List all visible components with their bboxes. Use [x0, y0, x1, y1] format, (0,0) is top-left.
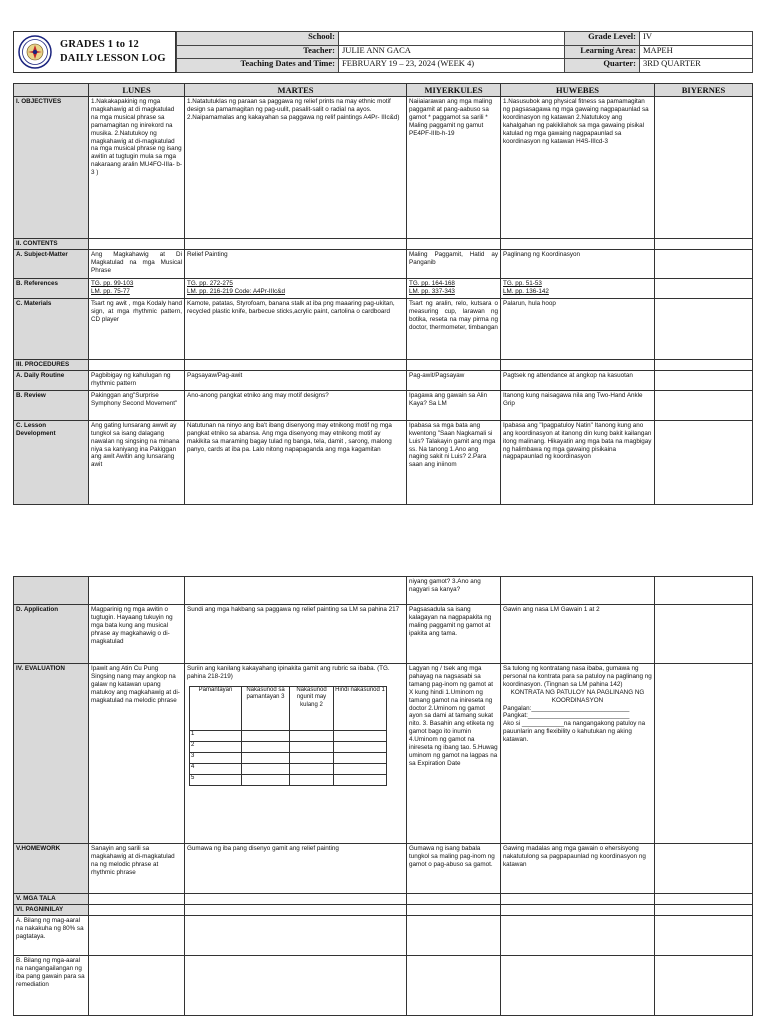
materials-lunes: Tsart ng awit , mga Kodaly hand sign, at mga rhythmic pattern, CD player: [89, 298, 185, 359]
table-row-daily-routine: [14, 370, 753, 390]
ref-martes-lm[interactable]: LM. pp. 216-219 Code: A4Pr-IIIc&d: [187, 287, 286, 295]
day-header-biyernes: BIYERNES: [655, 84, 753, 97]
table-row-homework: [14, 844, 753, 894]
subject-matter-martes: Relief Painting: [185, 249, 407, 278]
rubric-row-4: 4: [190, 763, 242, 774]
lesson-dev-miyerkules: Ipabasa sa mga bata ang kwentong "Saan Nagkamali si Luis? Talakayin gamit ang mga ss. Na tanong 1.Ano ang naging sakit ni Luis? 2.Para saan ang iniinom: [407, 420, 501, 504]
row-label-lesson-development: C. Lesson Development: [14, 420, 89, 504]
references-martes: [185, 278, 407, 298]
table-row-evaluation: [14, 664, 753, 844]
table-row-references: [14, 278, 753, 298]
row-label-procedures: III. PROCEDURES: [14, 359, 89, 370]
review-lunes: Pakinggan ang"Surprise Symphony Second Movement": [89, 390, 185, 420]
corner-cell: [14, 84, 89, 97]
ref-miyerkules-lm[interactable]: LM. pp. 337-343: [409, 287, 455, 295]
contract-group-line: Pangkat:_____________________________: [503, 712, 630, 720]
materials-miyerkules: Tsart ng aralin, relo, kutsara o measuring cup, larawan ng botika, reseta na may pirma ng doctor, thermometer, timbangan: [407, 298, 501, 359]
objectives-miyerkules: Naiiaiarawan ang mga maling paggamit at pang-aabuso sa gamot * paggamot sa sarili * Maling paggamit ng gamut PE4PF-IIIb-h-19: [407, 97, 501, 239]
day-header-lunes: LUNES: [89, 84, 185, 97]
table-row-mga-tala: [14, 894, 753, 905]
rubric-row-2: 2: [190, 741, 242, 752]
lesson-log-table-page2: [13, 576, 753, 1016]
references-miyerkules: [407, 278, 501, 298]
lesson-log-table-page1: [13, 83, 753, 505]
grade-value: IV: [640, 32, 753, 46]
school-label: School:: [177, 32, 339, 46]
deped-seal-icon: [18, 35, 52, 69]
objectives-lunes: 1.Nakakapakinig ng mga magkahawig at di magkatulad na mga musical phrase sa pamamagitan ng inirekord na musika. 2.Natutukoy ng magkahawig at di-magkatulad na mga musical phrase ng isang awitin at tugtugin mula sa mga nakaraang aralin MU4FO-IIIa- b-3 ): [89, 97, 185, 239]
rubric-row-5: 5: [190, 774, 242, 785]
objectives-biyernes: [655, 97, 753, 239]
objectives-huwebes: 1.Nasusubok ang physical fitness sa pamamagitan ng pagsasagawa ng mga gawaing nagpapaunlad sa koordinasyon ng katawan 2.Natutukoy ang kahalgahan ng pakikilahok sa mga gawaing pisikal katulad ng mga gawaing nagpapaunlad sa koordinasyon ng katawan H4S-IIIcd-3: [501, 97, 655, 239]
table-row-materials: [14, 298, 753, 359]
row-label-subject-matter: A. Subject-Matter: [14, 249, 89, 278]
table-row-reflection-a: [14, 915, 753, 955]
teacher-value: JULIE ANN GACA: [339, 45, 565, 59]
evaluation-martes: [185, 664, 407, 844]
evaluation-martes-text: Suriin ang kanilang kakayahang ipinakita gamit ang rubric sa ibaba. (TG. pahina 218-219): [187, 665, 390, 680]
doc-title-line2: DAILY LESSON LOG: [60, 53, 166, 64]
daily-routine-biyernes: [655, 370, 753, 390]
day-header-huwebes: HUWEBES: [501, 84, 655, 97]
daily-routine-miyerkules: Pag-awit/Pagsayaw: [407, 370, 501, 390]
row-label-pagninilay: VI. PAGNINILAY: [14, 904, 89, 915]
homework-huwebes: Gawing madalas ang mga gawain o ehersisyong nakatutulong sa pagpapaunlad ng koordinasyon ng katawan: [501, 844, 655, 894]
row-label-materials: C. Materials: [14, 298, 89, 359]
lesson-dev-miyerkules-cont: niyang gamot? 3.Ano ang nagyari sa kanya?: [407, 577, 501, 605]
dates-value: FEBRUARY 19 – 23, 2024 (WEEK 4): [339, 59, 565, 73]
homework-lunes: Sanayin ang sarili sa magkahawig at di-magkatulad na ng melodic phrase at rhythmic phrase: [89, 844, 185, 894]
table-row-lesson-development: [14, 420, 753, 504]
table-row-subject-matter: [14, 249, 753, 278]
references-biyernes: [655, 278, 753, 298]
rubric-header-criteria: Pamantayan: [190, 686, 242, 730]
lesson-dev-martes: Natutunan na ninyo ang iba't ibang disenyong may etnikong motif ng mga pangkat etniko sa abansa. Ang mga disenyong may etnikong motif ay makikita sa maraming bagay tulad ng banga, tela, damit , sarong, malong panyo, cards at iba pa. Lalo nitong napapaganda ang mga kagamitan: [185, 420, 407, 504]
grade-label: Grade Level:: [565, 32, 640, 46]
materials-huwebes: Palarun, hula hoop: [501, 298, 655, 359]
subject-matter-huwebes: Paglinang ng Koordinasyon: [501, 249, 655, 278]
daily-routine-martes: Pagsayaw/Pag-awit: [185, 370, 407, 390]
homework-martes: Gumawa ng iba pang disenyo gamit ang relief painting: [185, 844, 407, 894]
teacher-label: Teacher:: [177, 45, 339, 59]
doc-title: [60, 38, 166, 66]
area-value: MAPEH: [640, 45, 753, 59]
evaluation-biyernes: [655, 664, 753, 844]
materials-biyernes: [655, 298, 753, 359]
table-row-lesson-dev-cont: [14, 577, 753, 605]
application-miyerkules: Pagsasadula sa isang kalagayan na nagpapakita ng maling paggamit ng gamot at ipakita ang tama.: [407, 605, 501, 664]
row-label-homework: V.HOMEWORK: [14, 844, 89, 894]
contract-name-line: Pangalan:____________________________: [503, 704, 630, 712]
ref-martes-tg[interactable]: TG. pp. 272-275: [187, 279, 233, 287]
subject-matter-miyerkules: Maling Paggamit, Hatid ay Panganib: [407, 249, 501, 278]
row-label-objectives: I. OBJECTIVES: [14, 97, 89, 239]
row-label-reflection-b: B. Bilang ng mga-aaral na nangangailangan ng iba pang gawain para sa remediation: [14, 955, 89, 1015]
rubric-table: [189, 686, 387, 786]
rubric-header-1: Hindi nakasunod 1: [334, 686, 387, 730]
application-martes: Sundi ang mga hakbang sa paggawa ng relief painting sa LM sa pahina 217: [185, 605, 407, 664]
contract-pledge: Ako si ____________na nangangakong patuloy na pauunlarin ang flexibility o kahutukan ng aking katawan.: [503, 720, 646, 744]
ref-miyerkules-tg[interactable]: TG. pp. 164-168: [409, 279, 455, 287]
references-huwebes: [501, 278, 655, 298]
contract-title: KONTRATA NG PATULOY NA PAGLINANG NG KOORDINASYON: [510, 688, 645, 704]
table-row-review: [14, 390, 753, 420]
evaluation-miyerkules: Lagyan ng / tsek ang mga pahayag na nagsasabi sa tamang pag-inom ng gamot at X kung hindi 1.Uminom ng tamang gamot na inireseta ng doctor 2.Uminom ng gamot ayon sa dami at tamang sukat nito. 3. Basahin ang etiketa ng gamot bago ito inumin 4.Uminom ng gamot na inireseta ng ibang tao. 5.Huwag uminom ng gamot na lagpas na sa Expiration Date: [407, 664, 501, 844]
row-label-references: B. References: [14, 278, 89, 298]
row-label-contents: II. CONTENTS: [14, 239, 89, 250]
dates-label: Teaching Dates and Time:: [177, 59, 339, 73]
application-lunes: Magparinig ng mga awitin o tugtugin. Hayaang tukuyin ng mga bata kung ang musical phrase ay magkahawig o di-magkatulad: [89, 605, 185, 664]
evaluation-huwebes: [501, 664, 655, 844]
day-header-martes: MARTES: [185, 84, 407, 97]
objectives-martes: 1.Natatutuklas ng paraan sa paggawa ng relief prints na may ethnic motif design sa pamamagitan ng pag-uulit, pasalit-salit o radial na ayos. 2.Naipamamalas ang kakayahan sa paggawa ng relif paintings A4Pr- IIIc&d): [185, 97, 407, 239]
evaluation-huwebes-intro: Sa tulong ng kontratang nasa ibaba, gumawa ng personal na kontrata para sa patuloy na paglinang ng koordinasyon. (Tingnan sa LM pahina 142): [503, 665, 652, 688]
ref-lunes-tg[interactable]: TG. pp. 99-103: [91, 279, 134, 287]
references-lunes: [89, 278, 185, 298]
table-row-contents: [14, 239, 753, 250]
table-row-pagninilay: [14, 904, 753, 915]
review-biyernes: [655, 390, 753, 420]
row-label-evaluation: IV. EVALUATION: [14, 664, 89, 844]
lesson-dev-lunes: Ang gating lunsarang awwit ay tungkol sa isang dalagang nawalan ng singsing na minana niya sa kaniyang ina Pakiggan ang awit Awitin ang lunsarang awit: [89, 420, 185, 504]
daily-routine-lunes: Pagbibigay ng kahulugan ng rhythmic pattern: [89, 370, 185, 390]
row-label-application: D. Application: [14, 605, 89, 664]
review-miyerkules: Ipagawa ang gawain sa Alin Kaya? Sa LM: [407, 390, 501, 420]
subject-matter-biyernes: [655, 249, 753, 278]
application-biyernes: [655, 605, 753, 664]
rubric-row-3: 3: [190, 752, 242, 763]
table-row-objectives: [14, 97, 753, 239]
evaluation-lunes: Ipawit ang Atin Cu Pung Singsing nang may angkop na galaw ng katawan upang matukoy ang magkahawig at di-magkatulad na melodic phrase: [89, 664, 185, 844]
homework-miyerkules: Gumawa ng isang babala tungkol sa maling pag-inom ng gamot o pag-abuso sa gamot.: [407, 844, 501, 894]
materials-martes: Kamote, patatas, Styrofoam, banana stalk at iba png maaaring pag-ukitan, recycled plastic knife, barbecue sticks,acrylic paint, cartolina o cardboard: [185, 298, 407, 359]
lesson-dev-huwebes: Ipabasa ang "Ipagpatuloy Natin" Itanong kung ano ang koordinasyon at itanong din kung bakit kailangan itong malinang. Hikayatin ang mga bata na magbigay ng halimbawa ng mga gawaing pisikaina nagpapaunlad ng koordinasyon: [501, 420, 655, 504]
ref-huwebes-tg[interactable]: TG. pp. 51-53: [503, 279, 542, 287]
ref-huwebes-lm[interactable]: LM. pp. 136-142: [503, 287, 549, 295]
ref-lunes-lm[interactable]: LM. pp. 75-77: [91, 287, 130, 295]
lesson-dev-biyernes: [655, 420, 753, 504]
quarter-label: Quarter:: [565, 59, 640, 73]
rubric-header-2: Nakasunod ngunit may kulang 2: [290, 686, 334, 730]
table-row-reflection-b: [14, 955, 753, 1015]
review-martes: Ano-anong pangkat etniko ang may motif designs?: [185, 390, 407, 420]
quarter-value: 3RD QUARTER: [640, 59, 753, 73]
row-label-daily-routine: A. Daily Routine: [14, 370, 89, 390]
homework-biyernes: [655, 844, 753, 894]
rubric-row-1: 1: [190, 730, 242, 741]
application-huwebes: Gawin ang nasa LM Gawain 1 at 2: [501, 605, 655, 664]
row-label-mga-tala: V. MGA TALA: [14, 894, 89, 905]
row-label-continued: [14, 577, 89, 605]
table-row-procedures: [14, 359, 753, 370]
row-label-reflection-a: A. Bilang ng mag-aaral na nakakuha ng 80% sa pagtataya.: [14, 915, 89, 955]
header-info-table: [176, 31, 753, 73]
day-header-miyerkules: MIYERKULES: [407, 84, 501, 97]
review-huwebes: Itanong kung naisagawa nila ang Two-Hand Ankle Grip: [501, 390, 655, 420]
row-label-review: B. Review: [14, 390, 89, 420]
subject-matter-lunes: Ang Magkahawig at Di Magkatulad na mga Musical Phrase: [89, 249, 185, 278]
area-label: Learning Area:: [565, 45, 640, 59]
school-value: [339, 32, 565, 46]
daily-routine-huwebes: Pagtsek ng attendance at angkop na kasuotan: [501, 370, 655, 390]
rubric-header-3: Nakasunod sa pamantayan 3: [242, 686, 290, 730]
doc-title-line1: GRADES 1 to 12: [60, 39, 139, 50]
table-row-application: [14, 605, 753, 664]
